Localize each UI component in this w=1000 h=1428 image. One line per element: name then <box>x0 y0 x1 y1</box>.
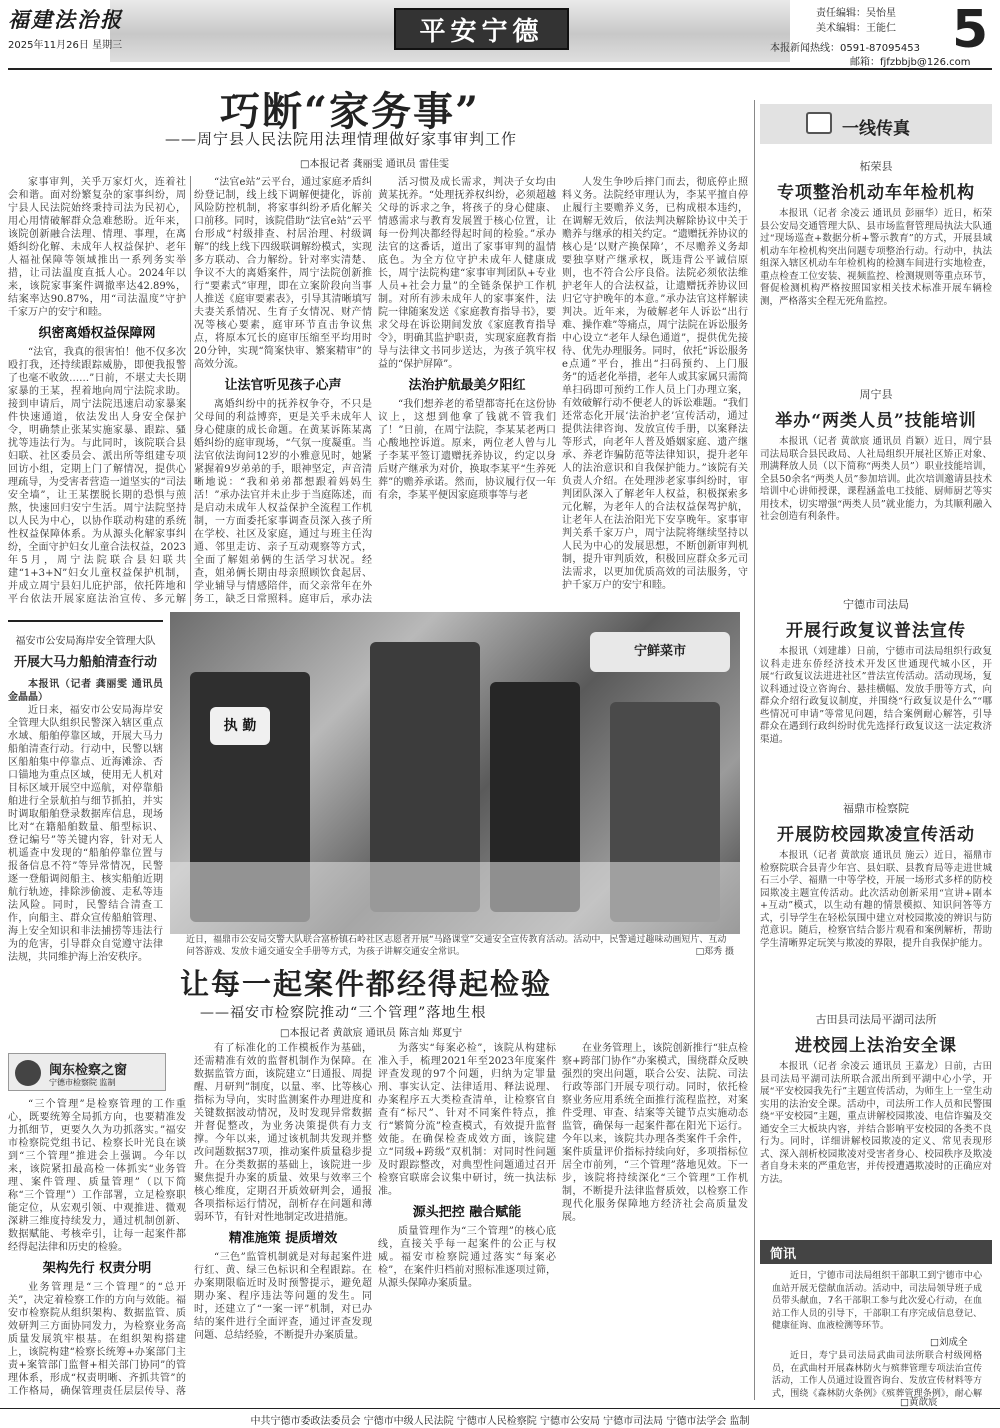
rail-item-kicker: 周宁县 <box>859 388 893 401</box>
photo-credit: □郑秀 摄 <box>695 947 734 957</box>
brief-item: 近日，宁德市司法局组织干部职工到宁德市中心血站开展无偿献血活动。活动中，司法局领导班子成员带头献血，7名干部职工参与此次爱心行动，在血站工作人员的引导下，干部职工有序完成信息登记、健康征询、血液检测等环节。 <box>772 1271 982 1331</box>
rail-item-body: 本报讯（记者 黄歆宸 通讯员 肖颖）近日，周宁县司法局联合县民政局、人社局组织开展社区矫正对象、刑满释放人员（以下简称“两类人员”）职业技能培训，全县50余名“两类人员”参加培训。此次培训邀请县技术培训中心讲师授课，课程涵盖电工技能、厨师厨艺等实用技术，切实增强“两类人员”就业能力，为其顺利融入社会创造有利条件。 <box>760 436 992 522</box>
paragraph: 质量管理作为“三个管理”的核心底线，直接关乎每一起案件的公正与权威。福安市检察院通过落实“每案必检”，在案件归档前对照标准逐项过筛，从源头保障办案质量。 <box>378 1226 556 1289</box>
second-headline: 让每一起案件都经得起检验 <box>180 967 553 1001</box>
paragraph: “我们想养老的希望都寄托在这份协议上，这想到他拿了钱就不管我们了！”日前，在周宁法院，李某某老两口心酸地控诉道。原来，两位老人曾与儿子李某平签订遗赠抚养协议，约定以身后财产继承为对价，换取李某平“生养死葬”的赡养承诺。然而，协议履行仅一年有余，李某平便因家庭琐事等与老 <box>378 399 556 501</box>
paragraph: 近日来，福安市公安局海岸安全管理大队组织民警深入辖区重点水域、船舶停靠区域，开展大马力船舶清查行动。行动中，民警以辖区船舶集中停靠点、近海滩涂、否口锚地为重点区域，使用无人机对目标区域开展空中巡航，对停靠船舶进行全景航拍与细节抓拍，并实时调取船舶登录数据库信息，现场比对“在籍船舶数量、船型标识、登记编号”等关键内容，针对无人机遥查中发现的“船舶停靠位置与报备信息不符”等异常情况，民警逐一登船调阅船主、核实船舶近期航行轨迹，排除涉偷渡、走私等违法风险。同时，民警结合清查工作，向船主、群众宣传船舶管理、海上安全知识和非法捕捞等违法行为的危害，引导群众自觉遵守法律法规，共同维护海上治安秩序。 <box>8 705 163 963</box>
brief-item: 近日，寿宁县司法局武曲司法所联合村级网格员，在武曲村开展森林防火与殡葬管理专项法治宣传活动，工作人员通过设置咨询台、发放宣传材料等方式，围绕《森林防火条例》《殡葬管理条例》，耐心解 <box>772 1351 982 1398</box>
fax-icon <box>806 112 832 134</box>
paragraph: 离婚纠纷中的抚养权争夺，不只是父母间的利益博弈，更是关乎未成年人身心健康的成长命题。在黄某诉陈某离婚纠纷的庭审现场，“气氛一度凝重。当法官依法询问12岁的小雅意见时，她紧紧握着9岁弟弟的手，眼神坚定，声音清晰地说：“我和弟弟都想跟着妈妈生活！”承办法官并未止步于当庭陈述，而是启动未成年人权益保护全流程工作机制，一方面委托家事调查员深入孩子所在学校、社区及家庭，通过与班主任沟通、邻里走访、亲子互动观察等方式，全面了解姐弟俩的生活学习状况。经查，姐弟俩长期由母亲照顾饮食起居、学业辅导与情感陪伴，而父亲常年在外务工，缺乏日常照料。庭审后，承办法 <box>194 399 372 605</box>
rail-item-title: 专项整治机动车年检机构 <box>777 183 975 203</box>
paragraph: 在业务管理上，该院创新推行“驻点检察+跨部门协作”办案模式，围绕群众反映强烈的突出问题，联合公安、法院、司法行政等部门开展专项行动。同时，依托检察业务应用系统全面推行流程监控，对案件受理、审查、结案等关键节点实施动态监管，确保每一起案件都在阳光下运行。今年以来，该院共办理各类案件千余件，案件质量评价指标持续向好，多项指标位居全市前列，“三个管理”落地见效。下一步，该院将持续深化“三个管理”工作机制，不断提升法律监督质效，以检察工作现代化服务保障地方经济社会高质量发展。 <box>562 1043 748 1223</box>
second-column-2 <box>194 1042 372 1398</box>
editor-line: 美术编辑：王能仁 <box>816 23 896 34</box>
photo-armband-sign: 执 勤 <box>210 707 270 745</box>
lead-column-4 <box>562 176 748 606</box>
lead-column-2 <box>194 176 372 606</box>
rail-title: 一线传真 <box>842 119 910 139</box>
rail-item-body: 本报讯（记者 余凌云 通讯员 王嘉龙）日前，古田县司法局平湖司法所联合派出所到平湖中心小学，开展“平安校园我先行”主题宣传活动，为师生上一堂生动实用的法治安全课。活动中，司法所工作人员和民警围绕“平安校园”主题，重点讲解校园欺凌、电信诈骗及交通安全三大板块内容，并结合影响平安校园的各类不良行为。同时，详细讲解校园欺凌的定义、常见表现形式、深入剖析校园欺凌对受害者身心、校园秩序及欺凌者自身未来的严重危害，并传授遭遇欺凌时的正确应对方法。 <box>760 1061 992 1185</box>
rail-item <box>760 156 992 374</box>
email-address: 邮箱：fjfzbbjb@126.com <box>850 57 971 68</box>
channel-title: 平安宁德 <box>394 8 569 50</box>
briefs-header: 简讯 <box>760 1240 992 1264</box>
editor-credits <box>816 6 896 36</box>
second-subheadline: ——福安市检察院推动“三个管理”落地生根 <box>200 1005 487 1021</box>
brief-byline: □黄歆宸 <box>900 1397 938 1408</box>
rail-item-title: 进校园上法治安全课 <box>795 1036 957 1056</box>
page-number: 5 <box>952 0 989 60</box>
brief-byline: □刘成全 <box>930 1337 968 1348</box>
sidebar-byline: 本报讯（记者 龚丽雯 通讯员 金晶晶） <box>8 679 163 703</box>
rail-item-title: 举办“两类人员”技能培训 <box>775 411 977 431</box>
rail-item <box>760 1009 992 1239</box>
rail-item <box>760 798 992 1003</box>
rail-item-title: 开展行政复议普法宣传 <box>786 621 966 641</box>
rail-item-body: 本报讯（记者 余凌云 通讯员 彭丽华）近日，柘荣县公安局交通管理大队、县市场监督管理局执法大队通过“现场巡查+数据分析+警示教育”的方式，开展县域机动车年检机构突出问题专项整治行动。行动中，执法组深入辖区机动车年检机构的检测车间进行实地检查，重点检查工位安装、视频监控、检测规则等重点环节，督促检测机构严格按照国家相关技术标准开展车辆检测，严格落实全程无死角监控。 <box>760 208 992 307</box>
rail-item <box>760 384 992 589</box>
column-divider <box>190 176 191 606</box>
second-byline: □本报记者 黄歆宸 通讯员 陈言灿 郑夏宁 <box>280 1028 463 1039</box>
photo-caption <box>186 934 734 958</box>
rail-item-body: 本报讯（记者 黄歆宸 通讯员 施云）近日，福鼎市检察院联合县青少年宫、县妇联、县教育局等走进世城石三小学、福鼎一中等学校，开展一场形式多样的防校园欺凌主题宣传活动。此次活动创新采用“宣讲+剧本+互动”模式，以生动有趣的情景模拟、知识问答等方式，引导学生在轻松氛围中建立对校园欺凌的辨识与防范意识。随后，检察官结合影片观看和案例解析，帮助学生清晰界定玩笑与欺凌的界限，提升自我保护能力。 <box>760 850 992 949</box>
procuratorate-emblem-icon <box>15 1060 41 1086</box>
paragraph: 业务管理是“三个管理”的“总开关”，决定着检察工作的方向与效能。福安市检察院从组织架构、数据监管、质效研判三方面协同发力，为检察业务高质量发展筑牢根基。在组织架构搭建上，该院构建“检察长统筹+办案部门主责+案管部门监督+相关部门协同”的管理体系，形成“权责明晰、齐抓共管”的工作格局，确保管理责任层层传导、落 <box>8 1282 186 1397</box>
rail-item-kicker: 宁德市司法局 <box>843 598 909 611</box>
lead-column-1 <box>8 176 186 606</box>
second-column-4 <box>562 1042 748 1398</box>
lead-subheadline: ——周宁县人民法院用法理情理做好家事审判工作 <box>165 130 518 148</box>
paragraph: “法官，我真的很害怕！他不仅多次殴打我，还持续跟踪威胁，即便我报警了也毫不收敛……”日前，不堪丈夫长期家暴的王某，捏着地向周宁法院求助。接到申请后，周宁法院迅速启动家暴案件快速通道，依法发出人身安全保护令，明确禁止张某实施家暴、跟踪、骚扰等违法行为。与此同时，该院联合县妇联、社区委员会、派出所等组建专项回访小组，定期上门了解情况，提供心理疏导，为受害者营造一道坚实的“司法安全墙”，让王某摆脱长期的恐惧与煎熬，快速回归安宁生活。周宁法院坚持以人民为中心，以协作联动构建的系统性权益保障体系。为从源头化解家事纠纷，全面守护妇女儿童合法权益，2023年5月，周宁法院联合县妇联共建“1+3+N”妇女儿童权益保护机制，并成立周宁县妇儿庇护部，依托阵地和平台依法开展家庭法治宣传、多元解 <box>8 347 186 605</box>
page-footer: 中共宁德市委政法委员会 宁德市中级人民法院 宁德市人民检察院 宁德市公安局 宁德市司法局 宁德市法学会 监制 <box>0 1408 1000 1427</box>
column-logo-title: 闽东检察之窗 <box>49 1063 128 1078</box>
editor-line: 责任编辑：吴怡星 <box>816 8 896 19</box>
section-heading: 法治护航最美夕阳红 <box>408 378 526 393</box>
paragraph: 家事审判，关乎万家灯火，连着社会和谐。面对纷繁复杂的家事纠纷，周宁县人民法院始终秉持司法为民初心，用心用情破解群众急难愁盼。近年来，该院创新融合法理、情理、事理，在离婚纠纷化解、未成年人权益保护、老年人福祉保障等领域推出一系列务实举措，让司法温度直抵人心。2024年以来，该院家事案件调撤率达42.89%，结案率达90.87%，用“司法温度”守护千家万户的安宁和睦。 <box>8 177 186 318</box>
column-logo-sub: 宁德市检察院 监制 <box>49 1078 116 1087</box>
paragraph: 为落实“每案必检”，该院从构建标准入手，梳理2021年至2023年度案件评查发现的97个问题，归纳为定罪量刑、事实认定、法律适用、释法说理、办案程序五大类检查清单，让检察官自查有“标尺”、针对不同案件特点，推行“繁简分流”检查模式，有效提升监督效能。在确保检查成效方面，该院建立“同级+跨级”双机制：对同时性问题及时跟踪整改，对典型性问题通过召开检察官联席会议集中研讨，统一执法标准。 <box>378 1043 556 1197</box>
rail-item <box>760 594 992 794</box>
rail-item-body: 本报讯（刘建雄）日前，宁德市司法局组织行政复议科走进东侨经济技术开发区世通现代城小区，开展“行政复议法进进社区”普法宣传活动。活动现场，复议科通过设立咨询台、悬挂横幅、发放手册等方式，向群众介绍行政复议制度，并围绕“行政复议是什么”“哪些情况可申请”等常见问题，结合案例耐心解答，引导群众在遇到行政纠纷时优先选择行政复议这一法定救济渠道。 <box>760 646 992 745</box>
paragraph: “三个管理”是检察管理的工作重心，既要统筹全局抓方向，也要精准发力抓细节，更要久久为功抓落实。”福安市检察院党组书记、检察长叶光良在谈到“三个管理”推进会上强调。今年以来，该院紧扣最高检一体抓实“业务管理、案件管理、质量管理”（以下简称“三个管理”）工作部署，立足检察职能定位，从宏观引领、中观推进、微观深耕三维度持续发力，通过机制创新、数据赋能、考核牵引，让每一起案件都经得起法律和历史的检验。 <box>8 1099 186 1253</box>
rail-header <box>760 104 992 144</box>
second-column-3 <box>378 1042 556 1398</box>
paragraph: 有了标准化的工作模板作为基础，还需精准有效的监督机制作为保障。在数据监管方面，该院建立“日通报、周提醒、月研判”制度，以量、率、比等核心指标为导向，实时监测案件办理进度和关键数据波动情况，及时发现异常数据并督促整改，为业务决策提供有力支撑。今年以来，通过该机制共发现并整改问题数据37项，推动案件质量稳步提升。在分类数据的基础上，该院进一步聚焦提升办案的质量、效果与效率三个核心维度，定期召开质效研判会，通报各项指标运行情况，剖析存在问题和薄弱环节，有针对性地制定改进措施。 <box>194 1043 372 1223</box>
page-header <box>0 0 1000 70</box>
lead-column-3 <box>378 176 556 606</box>
photo-table <box>170 862 740 934</box>
header-rule <box>8 68 992 70</box>
sidebar-kicker: 福安市公安局海岸安全管理大队 <box>15 636 156 647</box>
news-rail <box>760 104 992 1404</box>
lead-byline: □本报记者 龚丽雯 通讯员 雷佳雯 <box>300 159 449 170</box>
photo-market-sign: 宁鲜菜市 <box>590 632 730 672</box>
paragraph: “三色”监管机制就是对每起案件进行红、黄、绿三色标识和全程跟踪。在办案期限临近时及时预警提示，避免超期办案、程序违法等问题的发生。同时，还建立了“一案一评”机制，对已办结的案件进行全面评查，通过评查发现问题、总结经验，不断提升办案质量。 <box>194 1252 372 1341</box>
lead-headline: 巧断“家务事” <box>220 88 481 135</box>
rail-item-kicker: 古田县司法局平湖司法所 <box>815 1013 937 1026</box>
news-hotline: 本报新闻热线：0591-87095453 <box>770 43 920 54</box>
sidebar-headline: 开展大马力船舶清查行动 <box>13 655 157 670</box>
paragraph: 活习惯及成长需求，判决子女均由黄某抚养。“处理抚养权纠纷，必须超越父母的诉求之争，将孩子的身心健康、情感需求与教育发展置于核心位置，让每一份判决都经得起时间的检验。”承办法官的这番话，道出了家事审判的温情底色。为全方位守护未成年人健康成长，周宁法院构建“家事审判团队+专业人员+社会力量”的全链条保护工作机制。对所有涉未成年人的家事案件，法院一律随案发送《家庭教育指导书》，要求父母在诉讼期间发放《家庭教育指导令》，明确其监护职责，实现家庭教育指导与法律文书同步送达，为孩子筑牢权益的“保护屏障”。 <box>378 177 556 370</box>
section-heading: 架构先行 权责分明 <box>42 1261 152 1276</box>
news-photo <box>170 612 740 934</box>
caption-text: 近日，福鼎市公安局交警大队联合富桥镇石岭社区志愿者开展“马路课堂”交通安全宣传教育活动。活动中，民警通过趣味动画短片、互动问答游戏、发放卡通交通安全手册等方式，为孩子讲解交通安全常识。 <box>186 935 727 957</box>
section-heading: 让法官听见孩子心声 <box>224 378 342 393</box>
section-heading: 精准施策 提质增效 <box>228 1231 338 1246</box>
section-heading: 源头把控 融合赋能 <box>412 1205 522 1220</box>
section-heading: 织密离婚权益保障网 <box>38 326 156 341</box>
paragraph: 人发生争吵后摔门而去，彻底停止照料义务。法院经审理认为，李某平擅自停止履行主要赡养义务，已构成根本违约，在调解无效后，依法判决解除协议中关于赡养与继承的相关约定。“遗赠抚养协议的核心是‘以财产换保障’，不尽赡养义务却要独享财产继承权，既违背公平诚信原则，也不符合公序良俗。法院必须依法维护老年人的合法权益，让遗赠抚养协议回归它守护晚年的本意。”承办法官这样解读判决。近年来，为破解老年人诉讼“出行难、操作难”等痛点，周宁法院在诉讼服务中心设立“老年人绿色通道”，提供优先接待、优先办理服务。同时，依托“诉讼服务e点通”平台，推出“扫码预约、上门服务”的适老化举措，老年人或其家属只需简单扫码即可预约工作人员上门办理立案，有效破解行动不便老人的诉讼难题。“我们还常态化开展‘法治护老’宣传活动，通过提供法律咨询、发放宣传手册，以案释法等形式，向老年人普及婚姻家庭、遗产继承、养老诈骗防范等法律知识，提升老年人的法治意识和自我保护能力。”该院有关负责人介绍。在处理涉老家事纠纷时，审判团队深入了解老年人权益，积极探索多元化解，为老年人的合法权益保驾护航，让老年人在法治阳光下安享晚年。家事审判关系千家万户，周宁法院将继续坚持以人民为中心的发展思想，不断创新审判机制，提升审判质效，积极回应群众多元司法需求，以更加优质高效的司法服务，守护千家万户的安宁和睦。 <box>562 177 748 591</box>
second-column-1 <box>8 1098 186 1398</box>
masthead-logo: 福建法治报 <box>8 7 123 32</box>
rail-item-kicker: 柘荣县 <box>859 160 893 173</box>
issue-date: 2025年11月26日 星期三 <box>8 40 123 51</box>
rail-item-kicker: 福鼎市检察院 <box>843 802 909 815</box>
paragraph: “法官e站”云平台，通过家庭矛盾纠纷登记制，线上线下调解便捷化，诉前风险防控机制，将家事纠纷矛盾化解关口前移。同时，该院借助“法官e站”云平台形成“村级排查、村居治理、村级调解”的线上线下四级联调解纷模式，实现多方联动、合力解纷。针对率实清楚、争议不大的离婚案件，周宁法院创新推行“要素式”审理，即在立案阶段向当事人推送《庭审要素表》，引导其清晰填写夫妻关系情况、生育子女情况、财产情况等核心要素，庭审环节直击争议焦点，将原本冗长的庭审压缩至平均用时20分钟，实现“简案快审、繁案精审”的高效分流。 <box>194 177 372 370</box>
contact-info <box>770 42 971 70</box>
rail-divider <box>754 100 755 1400</box>
rail-item-title: 开展防校园欺凌宣传活动 <box>777 825 975 845</box>
column-logo <box>8 1053 166 1091</box>
